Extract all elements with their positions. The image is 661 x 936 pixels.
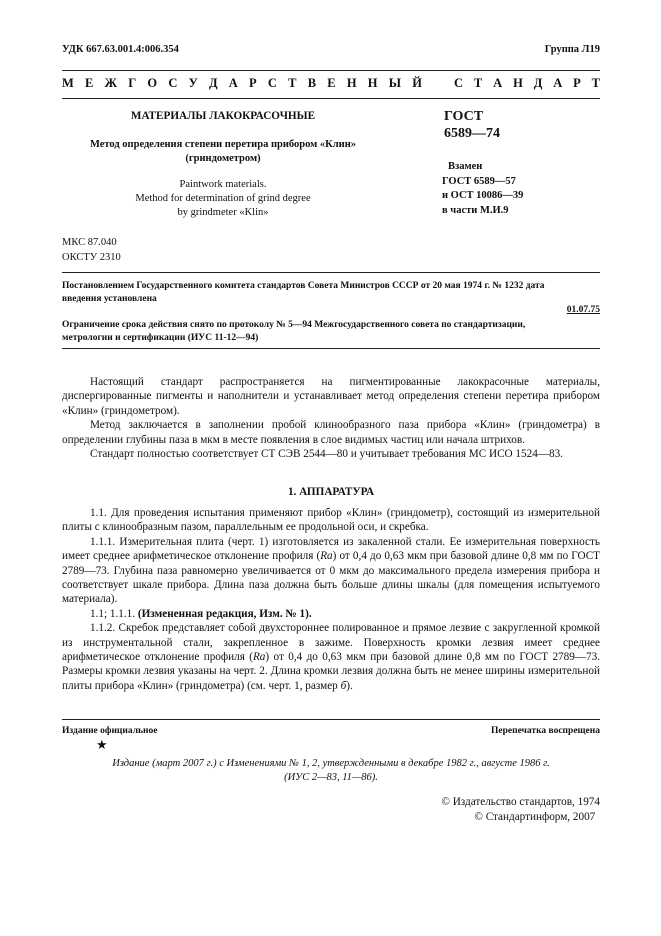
okstu-code: ОКСТУ 2310 — [62, 252, 121, 263]
udk-code: УДК 667.63.001.4:006.354 — [62, 44, 179, 55]
subtitle-line: (гриндометром) — [185, 153, 261, 164]
banner-letter: С — [267, 76, 277, 90]
copyright-line: © Издательство стандартов, 1974 — [441, 796, 600, 808]
replaces-line: и ОСТ 10086—39 — [442, 190, 524, 201]
title-rule — [62, 272, 600, 273]
banner-letter: У — [188, 76, 198, 90]
paragraph — [62, 607, 600, 621]
banner-letter: Н — [513, 76, 523, 90]
replaces-label: Взамен — [448, 161, 483, 172]
paragraph: Стандарт полностью соответствует СТ СЭВ 2544—80 и учитывает требования МС ИСО 1524—83. — [90, 448, 563, 461]
banner-letter: Ы — [388, 76, 402, 90]
size-symbol: б — [340, 679, 347, 692]
standard-subtitle — [62, 138, 384, 166]
paragraph: Метод заключается в заполнении пробой клинообразного паза прибора «Клин» (гриндометра) в определении глубины паза в мкм в месте появления в слое видимых частиц или начала штрихов. — [62, 419, 600, 446]
limit-line: метрологии и сертификации (ИУС 11-12—94) — [62, 333, 259, 343]
banner-letter: В — [307, 76, 317, 90]
apparatus-section — [62, 506, 600, 693]
english-title — [62, 178, 384, 220]
replaces-line: ГОСТ 6589—57 — [442, 175, 516, 187]
text-run: 1.1.1. Измерительная плита (черт. 1) изготовляется из закаленной стали. Ее измерительная поверхность имеет среднее арифметическое отклонение профиля ( — [62, 535, 600, 563]
paragraph — [62, 621, 600, 693]
paragraph — [62, 535, 600, 607]
introduction-date: 01.07.75 — [566, 305, 600, 315]
banner-letter: Д — [533, 76, 543, 90]
edition-line: (ИУС 2—83, 11—86). — [284, 771, 378, 783]
banner-letter: Й — [412, 76, 422, 90]
reprint-prohibited: Перепечатка воспрещена — [490, 726, 600, 736]
banner-letter: Т — [591, 76, 600, 90]
standard-title: МАТЕРИАЛЫ ЛАКОКРАСОЧНЫЕ — [130, 110, 316, 122]
amendment-note: (Измененная редакция, Изм. № 1). — [137, 607, 312, 620]
decree-line: Постановлением Государственного комитета стандартов Совета Министров СССР от 20 мая 1974 г. № 1232 дата — [62, 281, 545, 291]
banner-letter: Т — [473, 76, 483, 90]
banner-letter: Р — [573, 76, 581, 90]
gost-code: 6589—74 — [444, 126, 500, 141]
mks-code: МКС 87.040 — [62, 237, 117, 248]
top-rule — [62, 70, 600, 71]
text-run: 1.1.2. Скребок представляет собой двухстороннее полированное и прямое лезвие с закругленной кромкой из инструментальной стали, закрепленное в зажиме. Поверхность кромки лезвия имеет среднее арифметическое отклонение профиля ( — [62, 622, 600, 664]
banner-letter: Е — [327, 76, 336, 90]
roughness-symbol: Ra — [252, 651, 266, 664]
banner-letter: М — [62, 76, 74, 90]
banner-letter: Т — [288, 76, 297, 90]
banner-letter: Н — [346, 76, 357, 90]
banner-letter: Р — [249, 76, 257, 90]
edition-line: Издание (март 2007 г.) с Изменениями № 1, 2, утвержденными в декабре 1982 г., августе 1986 г. — [112, 758, 550, 769]
english-line: by grindmeter «Klin» — [177, 207, 269, 218]
roughness-symbol: Ra — [320, 550, 333, 563]
paragraph: 1.1. Для проведения испытания применяют прибор «Клин» (гриндометр), состоящий из измерительной плиты с клинообразным пазом, параллельным ее продольной оси, и скребка. — [62, 507, 600, 534]
banner-letter: Д — [208, 76, 218, 90]
edition-info — [62, 757, 600, 784]
banner-letter: Е — [85, 76, 94, 90]
decree-line: введения установлена — [62, 294, 157, 304]
text-run: ) от 0,4 до 0,63 мкм при базовой длине 0,8 мм по ГОСТ 2789—73. Размеры кромки лезвия указаны на черт. 2. Длина кромки лезвия должна быть не менее ширины измерительной плиты прибора «Клин» (гриндометра) (см. черт. 1, размер — [62, 651, 600, 692]
subtitle-line: Метод определения степени перетира прибором «Клин» — [89, 139, 357, 150]
text-run: ). — [346, 679, 353, 692]
english-line: Method for determination of grind degree — [135, 193, 311, 204]
banner-letter: А — [553, 76, 563, 90]
copyright-line: © Стандартинформ, 2007 — [474, 811, 596, 823]
text-run: 1.1; 1.1.1. — [90, 607, 138, 620]
banner-letter: Ж — [104, 76, 117, 90]
replaces-line: в части М.И.9 — [442, 204, 509, 216]
group-code: Группа Л19 — [544, 44, 600, 55]
interstate-standard-banner — [62, 76, 600, 92]
banner-word-interstate — [62, 76, 422, 91]
classification-codes — [62, 235, 121, 265]
star-mark: ★ — [96, 737, 108, 752]
banner-letter: С — [168, 76, 178, 90]
banner-letter: Н — [367, 76, 378, 90]
limit-line: Ограничение срока действия снято по протоколу № 5—94 Межгосударственного совета по стандартизации, — [62, 320, 526, 330]
paragraph: Настоящий стандарт распространяется на пигментированные лакокрасочные материалы, диспергированные пигменты и наполнители и устанавливает метод определения степени перетира прибором «Клин» (гриндометром). — [62, 376, 600, 417]
official-edition: Издание официальное — [62, 726, 158, 736]
section-title: 1. АППАРАТУРА — [287, 486, 375, 498]
decree-text — [62, 280, 602, 306]
gost-label: ГОСТ — [444, 109, 484, 124]
banner-letter: Г — [128, 76, 137, 90]
copyright-block — [441, 795, 600, 825]
replaces-block — [442, 160, 523, 218]
decree-rule — [62, 348, 600, 349]
limit-removal-text — [62, 319, 602, 345]
banner-letter: О — [147, 76, 158, 90]
banner-letter: С — [454, 76, 464, 90]
gost-number — [444, 108, 500, 142]
banner-letter: А — [228, 76, 238, 90]
english-line: Paintwork materials. — [179, 179, 267, 190]
banner-rule — [62, 98, 600, 99]
scope-paragraph — [62, 375, 600, 461]
footer-rule — [62, 719, 600, 720]
banner-word-standard — [454, 76, 600, 91]
banner-letter: А — [493, 76, 503, 90]
text-run: ) от 0,4 до 0,63 мкм при базовой длине 0,8 мм по ГОСТ 2789—73. Глубина паза равномерно увеличивается от 0 мкм до максимального предела измерения прибора и соответствует шкале прибора. Длина паза должна быть больше длины шкалы (для помещения испытуемого материала). — [62, 550, 600, 606]
